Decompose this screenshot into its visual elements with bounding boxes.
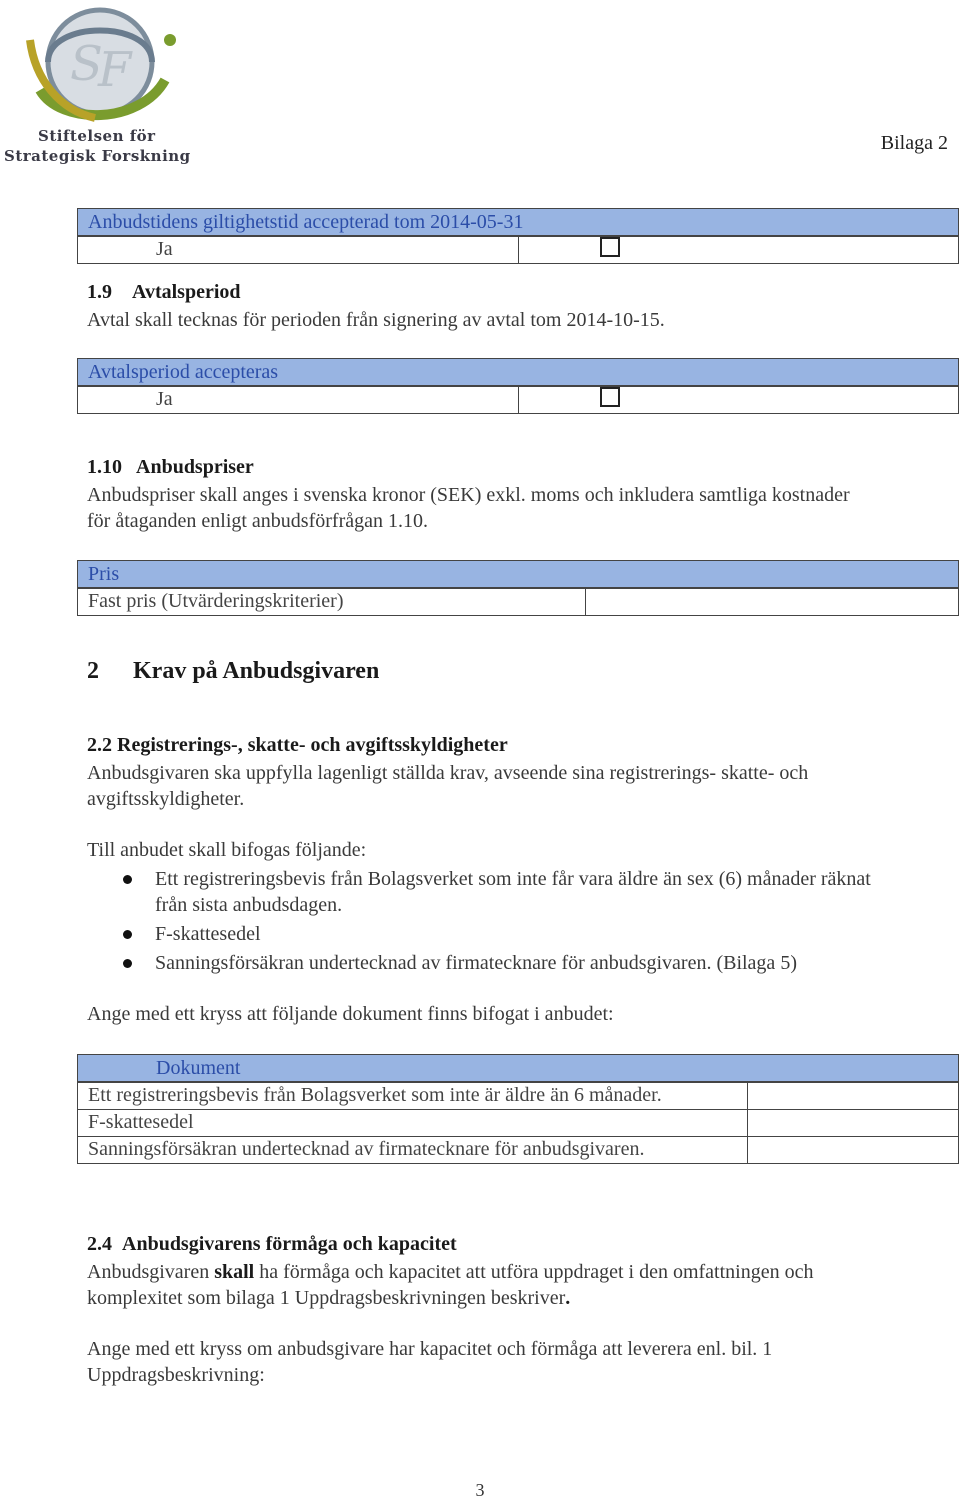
table-row — [78, 1109, 958, 1136]
logo-line-2: Strategisk Forskning — [4, 147, 191, 165]
logo-wordmark — [4, 126, 200, 166]
attachment-label: Bilaga 2 — [880, 132, 948, 154]
validity-check-cell — [519, 237, 958, 263]
svg-text:F: F — [98, 42, 132, 98]
section-1-10-number: 1.10 — [87, 456, 122, 478]
requirements-list — [87, 866, 947, 979]
agreement-box-header: Avtalsperiod accepteras — [78, 359, 958, 386]
sff-emblem-icon — [0, 0, 200, 130]
section-2-2-intro: Till anbudet skall bifogas följande: — [87, 839, 367, 861]
section-2-4-number: 2.4 — [87, 1233, 112, 1255]
section-2-4-text-2 — [87, 1285, 570, 1311]
validity-option-label: Ja — [78, 237, 519, 263]
agreement-check-cell — [519, 387, 958, 413]
validity-checkbox[interactable] — [600, 237, 620, 257]
document-check-cell[interactable] — [748, 1083, 958, 1109]
chapter-2-number: 2 — [87, 658, 99, 684]
list-item-line: Sanningsförsäkran undertecknad av firmatecknare för anbudsgivaren. (Bilaga 5) — [155, 952, 797, 974]
page-number: 3 — [475, 1480, 485, 1500]
agreement-checkbox[interactable] — [600, 387, 620, 407]
text-segment: Anbudsgivaren — [87, 1261, 215, 1283]
chapter-2-heading — [87, 658, 379, 685]
logo-line-1: Stiftelsen för — [38, 127, 156, 145]
list-item-line: F-skattesedel — [155, 923, 261, 945]
section-2-4-instruction-1: Ange med ett kryss om anbudsgivare har kapacitet och förmåga att leverera enl. bil. 1 — [87, 1338, 773, 1360]
text-segment: ha förmåga och kapacitet att utföra uppdraget i den omfattningen och — [254, 1261, 814, 1283]
section-1-10-text-2: för åtaganden enligt anbudsförfrågan 1.10. — [87, 510, 428, 532]
section-2-2-text-2: avgiftsskyldigheter. — [87, 788, 245, 810]
agreement-box — [77, 358, 959, 414]
section-2-4-instruction-2: Uppdragsbeskrivning: — [87, 1364, 265, 1386]
price-box — [77, 560, 959, 616]
documents-box-header: Dokument — [78, 1055, 958, 1082]
table-row — [78, 1082, 958, 1109]
table-row — [78, 1136, 958, 1163]
section-1-10-heading — [87, 456, 254, 479]
chapter-2-title: Krav på Anbudsgivaren — [133, 658, 380, 684]
section-1-9-number: 1.9 — [87, 281, 112, 303]
document-check-cell[interactable] — [748, 1110, 958, 1136]
section-2-2-instruction: Ange med ett kryss att följande dokument finns bifogat i anbudet: — [87, 1003, 614, 1025]
document-check-cell[interactable] — [748, 1137, 958, 1163]
price-row-label: Fast pris (Utvärderingskriterier) — [78, 589, 586, 615]
section-2-2-heading: 2.2 Registrerings-, skatte- och avgiftsskyldigheter — [87, 734, 508, 756]
section-1-10-text-1: Anbudspriser skall anges i svenska kronor (SEK) exkl. moms och inkludera samtliga kostnader — [87, 484, 850, 506]
section-1-9-text: Avtal skall tecknas för perioden från signering av avtal tom 2014-10-15. — [87, 309, 665, 331]
list-item — [87, 950, 947, 976]
price-row — [78, 588, 958, 615]
section-2-2-text-1: Anbudsgivaren ska uppfylla lagenligt ställda krav, avseende sina registrerings- skatte- och — [87, 762, 809, 784]
documents-box — [77, 1054, 959, 1164]
document-name: Ett registreringsbevis från Bolagsverket som inte är äldre än 6 månader. — [78, 1083, 748, 1109]
section-2-4-heading — [87, 1233, 457, 1256]
validity-row — [78, 236, 958, 263]
agreement-option-label: Ja — [78, 387, 519, 413]
validity-box-header: Anbudstidens giltighetstid accepterad tom 2014-05-31 — [78, 209, 958, 236]
text-segment: komplexitet som bilaga 1 Uppdragsbeskrivningen beskriver — [87, 1287, 566, 1309]
price-input-cell[interactable] — [586, 589, 958, 615]
list-item — [87, 866, 947, 918]
agreement-row — [78, 386, 958, 413]
section-1-9-title: Avtalsperiod — [132, 281, 241, 303]
section-2-4-title: Anbudsgivarens förmåga och kapacitet — [122, 1233, 457, 1255]
text-emphasis: skall — [214, 1261, 255, 1283]
list-item-line: Ett registreringsbevis från Bolagsverket som inte får vara äldre än sex (6) månader räknat — [155, 868, 871, 890]
list-item-line: från sista anbudsdagen. — [155, 894, 343, 916]
svg-text:S: S — [70, 36, 103, 92]
text-emphasis: . — [565, 1287, 571, 1309]
price-box-header: Pris — [78, 561, 958, 588]
section-2-4-text-1 — [87, 1259, 813, 1285]
validity-box — [77, 208, 959, 264]
section-1-9-heading — [87, 281, 241, 304]
section-1-10-title: Anbudspriser — [136, 456, 254, 478]
document-name: F-skattesedel — [78, 1110, 748, 1136]
list-item — [87, 921, 947, 947]
document-name: Sanningsförsäkran undertecknad av firmatecknare för anbudsgivaren. — [78, 1137, 748, 1163]
